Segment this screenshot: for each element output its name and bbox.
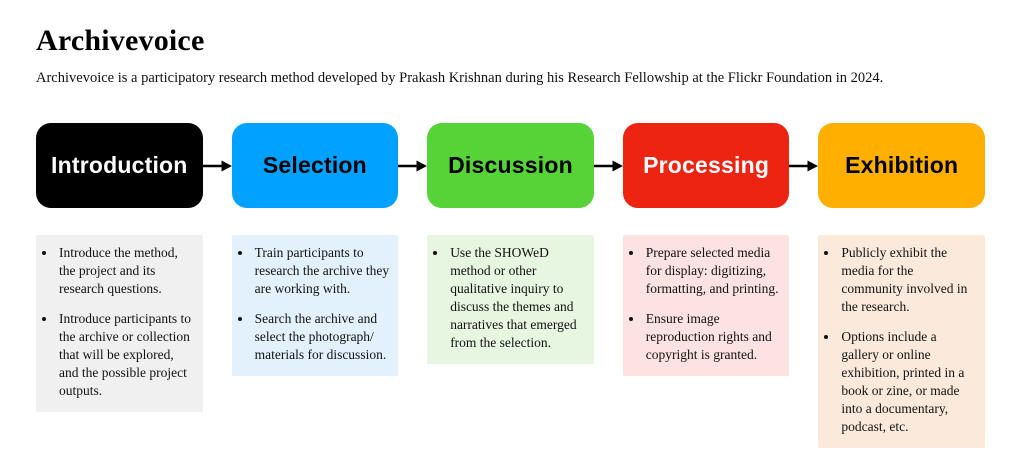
flow-arrow-icon	[789, 159, 818, 173]
flow-arrow-icon	[203, 159, 232, 173]
bullet-item: • Introduce the method, the project and its research questions.	[57, 244, 195, 298]
stage-box-exhibition	[818, 123, 985, 208]
stage-box-introduction	[36, 123, 203, 208]
stage-label-introduction: Introduction	[51, 152, 188, 179]
bullet-item: • Publicly exhibit the media for the community involved in the research.	[839, 244, 977, 316]
bullet-item: • Ensure image reproduction rights and copyright is granted.	[644, 310, 782, 364]
bullet-item: • Train participants to research the archive they are working with.	[253, 244, 391, 298]
page-subtitle: Archivevoice is a participatory research method developed by Prakash Krishnan during his Research Fellowship at the Flickr Foundation in 2024.	[36, 70, 884, 86]
stage-box-selection	[232, 123, 399, 208]
bullet-item: • Introduce participants to the archive or collection that will be explored, and the possible project outputs.	[57, 310, 195, 400]
stage-box-processing	[623, 123, 790, 208]
bullet-item: • Options include a gallery or online exhibition, printed in a book or zine, or made into a documentary, podcast, etc.	[839, 328, 977, 436]
stage-notes-list-introduction	[40, 244, 195, 400]
stage-label-discussion: Discussion	[448, 152, 573, 179]
stage-notes-row	[36, 235, 985, 448]
stage-box-discussion	[427, 123, 594, 208]
stage-notes-list-selection	[236, 244, 391, 364]
flow-arrow-icon	[398, 159, 427, 173]
stage-label-selection: Selection	[262, 152, 367, 179]
stage-notes-selection	[232, 235, 399, 376]
stage-notes-processing	[623, 235, 790, 376]
stage-notes-list-discussion	[431, 244, 586, 352]
bullet-item: • Use the SHOWeD method or other qualitative inquiry to discuss the themes and narratives that emerged from the selection.	[448, 244, 586, 352]
flow-row	[36, 123, 985, 208]
flow-arrow-icon	[594, 159, 623, 173]
stage-notes-discussion	[427, 235, 594, 364]
stage-label-exhibition: Exhibition	[845, 152, 959, 179]
page-title: Archivevoice	[36, 24, 205, 57]
bullet-item: • Prepare selected media for display: digitizing, formatting, and printing.	[644, 244, 782, 298]
bullet-item: • Search the archive and select the photograph/ materials for discussion.	[253, 310, 391, 364]
stage-notes-exhibition	[818, 235, 985, 448]
stage-notes-list-exhibition	[822, 244, 977, 436]
stage-label-processing: Processing	[643, 152, 770, 179]
stage-notes-introduction	[36, 235, 203, 412]
stage-notes-list-processing	[627, 244, 782, 364]
